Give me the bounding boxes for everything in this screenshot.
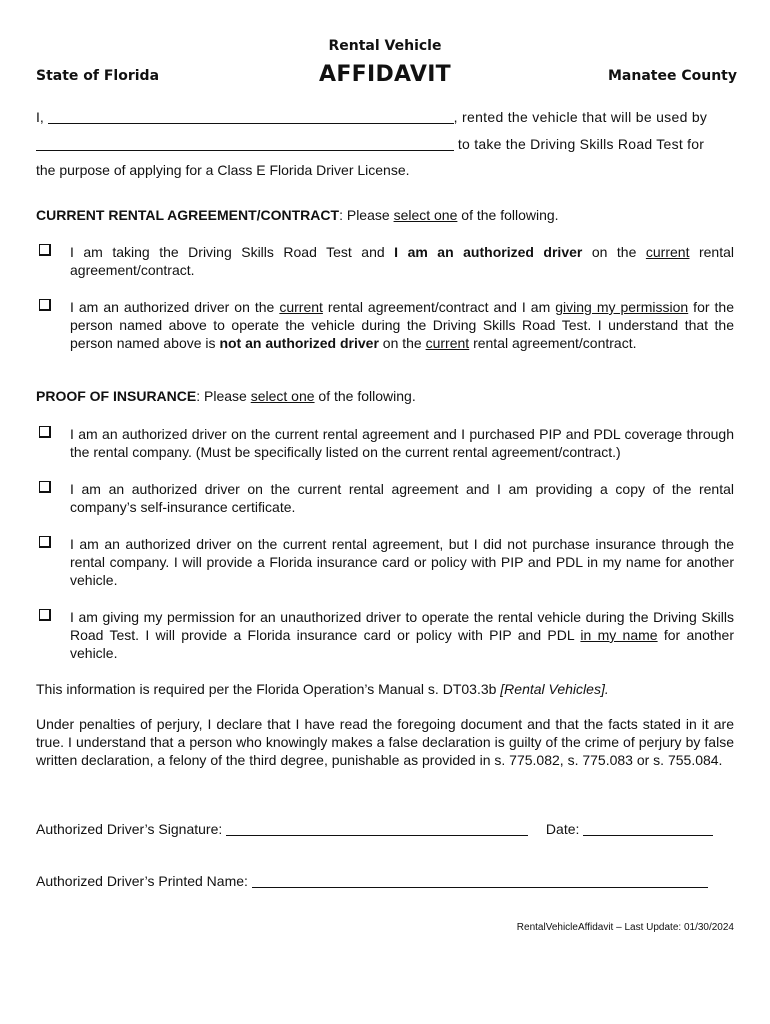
insurance-option-self-insurance: I am an authorized driver on the current rental agreement and I am providing a copy of the rental company’s self-insurance certificate. [36,480,734,516]
form-title: AFFIDAVIT [319,62,451,87]
rental-option-authorized: I am taking the Driving Skills Road Test and I am an authorized driver on the current rental agreement/contract. [36,243,734,279]
printed-name-row: Authorized Driver’s Printed Name: [36,872,736,890]
county-label: Manatee County [608,68,737,84]
checkbox[interactable] [39,299,51,311]
intro-line-3: the purpose of applying for a Class E Florida Driver License. [36,162,410,178]
signature-field[interactable] [226,821,528,836]
checkbox[interactable] [39,426,51,438]
state-label: State of Florida [36,68,160,84]
insurance-option-purchased: I am an authorized driver on the current rental agreement and I purchased PIP and PDL coverage through the rental company. (Must be specifically listed on the current rental agreement/contract.) [36,425,734,461]
insurance-section-heading: PROOF OF INSURANCE: Please select one of the following. [36,388,416,404]
form-subtitle: Rental Vehicle [328,38,442,54]
intro-line-1: I, , rented the vehicle that will be used by [36,109,708,125]
driver-name-field[interactable] [36,136,454,151]
insurance-option-own-policy: I am an authorized driver on the current rental agreement, but I did not purchase insurance through the rental company. I will provide a Florida insurance card or policy with PIP and PDL in my name for another vehicle. [36,535,734,589]
date-field[interactable] [583,821,713,836]
intro-line-2: to take the Driving Skills Road Test for [36,135,736,153]
checkbox[interactable] [39,481,51,493]
signature-row: Authorized Driver’s Signature: Date: [36,820,736,838]
printed-name-field[interactable] [252,873,708,888]
checkbox[interactable] [39,609,51,621]
footer-revision: RentalVehicleAffidavit – Last Update: 01/30/2024 [516,922,734,933]
rental-option-permission: I am an authorized driver on the current rental agreement/contract and I am giving my permission for the person named above to operate the vehicle during the Driving Skills Road Test. I understand that the person named above is not an authorized driver on the current rental agreement/contract. [36,298,734,352]
insurance-option-unauthorized-driver: I am giving my permission for an unauthorized driver to operate the rental vehicle during the Driving Skills Road Test. I will provide a Florida insurance card or policy with PIP and PDL in my name for another vehicle. [36,608,734,662]
rental-section-heading: CURRENT RENTAL AGREEMENT/CONTRACT: Please select one of the following. [36,207,559,223]
checkbox[interactable] [39,244,51,256]
requirement-note: This information is required per the Florida Operation’s Manual s. DT03.3b [Rental Vehicles]. [36,681,609,697]
renter-name-field[interactable] [48,109,454,124]
perjury-statement: Under penalties of perjury, I declare that I have read the foregoing document and that the facts stated in it are true. I understand that a person who knowingly makes a false declaration is guilty of the crime of perjury by false written declaration, a felony of the third degree, punishable as provided in s. 775.082, s. 775.083 or s. 755.084. [36,716,734,768]
checkbox[interactable] [39,536,51,548]
